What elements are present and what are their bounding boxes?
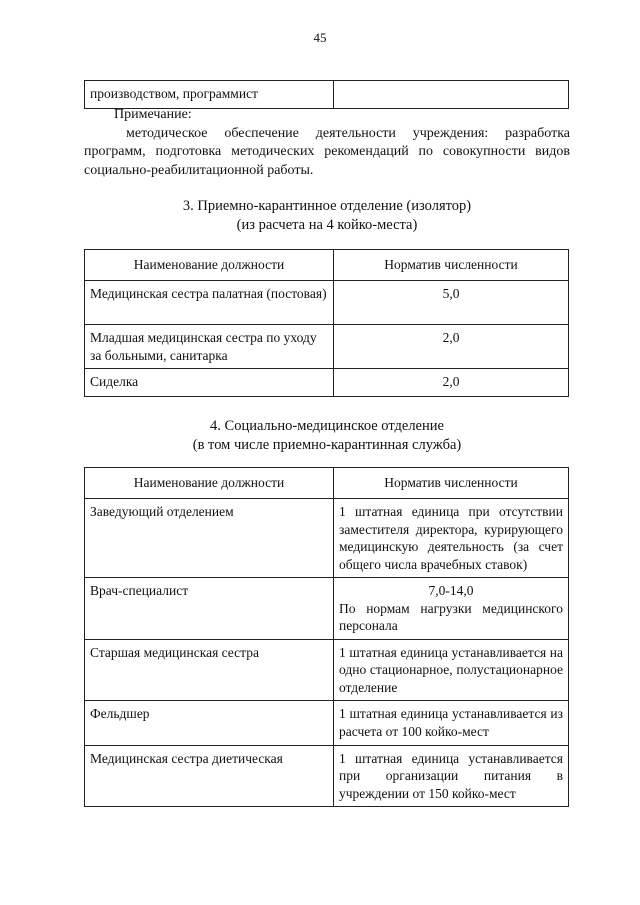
continued-table xyxy=(84,80,569,109)
norm-cell: 2,0 xyxy=(334,325,569,369)
norm-cell: 5,0 xyxy=(334,281,569,325)
norm-cell xyxy=(334,578,569,640)
table-row xyxy=(85,499,569,578)
norm-value: 7,0-14,0 xyxy=(428,583,474,599)
table-header-row xyxy=(85,468,569,499)
position-name-cell: Врач-специалист xyxy=(85,578,334,640)
position-name-cell: Фельдшер xyxy=(85,701,334,745)
position-name-cell: Младшая медицинская сестра по уходу за больными, санитарка xyxy=(85,325,334,369)
norm-cell: 1 штатная единица устанавливается при организации питания в учреждении от 150 койко-мест xyxy=(334,745,569,807)
header-name-cell: Наименование должности xyxy=(85,468,334,499)
table-row xyxy=(85,701,569,745)
position-name-cell: Сиделка xyxy=(85,369,334,397)
section4-heading xyxy=(84,417,570,455)
table-row xyxy=(85,578,569,640)
section3-heading xyxy=(84,197,570,235)
table-row xyxy=(85,81,569,109)
norm-cell: 1 штатная единица при отсутствии заместителя директора, курирующего медицинскую деятельность (за счет общего числа врачебных ставок) xyxy=(334,499,569,578)
note-block xyxy=(84,106,570,180)
position-name-cell: Заведующий отделением xyxy=(85,499,334,578)
note-heading: Примечание: xyxy=(114,107,192,122)
norm-cell xyxy=(334,81,569,109)
norm-cell: 1 штатная единица устанавливается на одно стационарное, полустационарное отделение xyxy=(334,639,569,701)
table-header-row xyxy=(85,250,569,281)
section4-subtitle: (в том числе приемно-карантинная служба) xyxy=(192,436,462,453)
section4-table xyxy=(84,467,569,807)
header-norm-cell: Норматив численности xyxy=(334,468,569,499)
section3-subtitle: (из расчета на 4 койко-места) xyxy=(236,216,418,233)
header-norm-cell: Норматив численности xyxy=(334,250,569,281)
position-name-cell: Медицинская сестра палатная (постовая) xyxy=(85,281,334,325)
norm-text: По нормам нагрузки медицинского персонала xyxy=(339,600,563,634)
section3-title: 3. Приемно-карантинное отделение (изолятор) xyxy=(182,198,472,214)
section3-table xyxy=(84,249,569,397)
table-row xyxy=(85,745,569,807)
table-row xyxy=(85,281,569,325)
position-name-cell: Медицинская сестра диетическая xyxy=(85,745,334,807)
note-text: методическое обеспечение деятельности учреждения: разработка программ, подготовка методических рекомендаций по совокупности видов социально-реабилитационной работы. xyxy=(84,125,570,178)
table-row xyxy=(85,325,569,369)
position-name-cell: производством, программист xyxy=(85,81,334,109)
norm-cell: 1 штатная единица устанавливается из расчета от 100 койко-мест xyxy=(334,701,569,745)
table-row xyxy=(85,369,569,397)
section4-title: 4. Социально-медицинское отделение xyxy=(210,418,444,434)
table-row xyxy=(85,639,569,701)
norm-cell: 2,0 xyxy=(334,369,569,397)
position-name-cell: Старшая медицинская сестра xyxy=(85,639,334,701)
header-name-cell: Наименование должности xyxy=(85,250,334,281)
page-number: 45 xyxy=(313,30,327,45)
